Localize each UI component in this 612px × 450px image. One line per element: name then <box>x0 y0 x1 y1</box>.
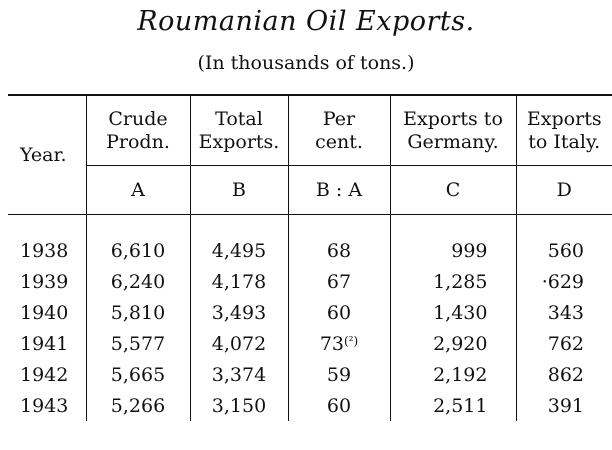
per-cent-cell <box>288 390 390 421</box>
total-exports-header <box>190 95 288 166</box>
table-row <box>8 328 612 359</box>
per-cent-value: 73 <box>319 332 344 355</box>
column-letter-d: D <box>516 166 612 215</box>
exports-italy-header-line2: to Italy. <box>528 130 601 153</box>
crude-prodn-cell: 6,240 <box>86 266 190 297</box>
table-row <box>8 297 612 328</box>
exports-germany-header <box>390 95 516 166</box>
exports-germany-cell: 1,285 <box>390 266 516 297</box>
year-cell: 1939 <box>20 270 69 293</box>
page-title: Roumanian Oil Exports. <box>137 6 475 37</box>
total-exports-cell: 4,495 <box>190 235 288 266</box>
exports-germany-header-line2: Germany. <box>407 130 499 153</box>
year-header: Year. <box>8 95 86 215</box>
crude-prodn-header <box>86 95 190 166</box>
column-letter-c: C <box>390 166 516 215</box>
exports-italy-cell: 391 <box>516 390 612 421</box>
year-cell: 1938 <box>20 239 69 262</box>
crude-prodn-header-line1: Crude <box>108 107 168 130</box>
per-cent-cell <box>288 297 390 328</box>
exports-italy-cell: 560 <box>516 235 612 266</box>
per-cent-cell <box>288 235 390 266</box>
exports-italy-cell: 762 <box>516 328 612 359</box>
total-exports-cell: 3,150 <box>190 390 288 421</box>
total-exports-cell: 4,178 <box>190 266 288 297</box>
page-subtitle: (In thousands of tons.) <box>197 52 415 74</box>
per-cent-cell <box>288 359 390 390</box>
table-row <box>8 266 612 297</box>
table-row <box>8 235 612 266</box>
spacer-row <box>8 215 612 236</box>
column-letter-row <box>8 166 612 215</box>
year-cell: 1942 <box>20 363 69 386</box>
crude-prodn-cell: 5,665 <box>86 359 190 390</box>
spacer-cell <box>390 215 516 236</box>
per-cent-cell <box>288 266 390 297</box>
exports-italy-header-line1: Exports <box>526 107 602 130</box>
total-exports-header-line2: Exports. <box>198 130 280 153</box>
per-cent-value: 60 <box>326 301 352 324</box>
crude-prodn-cell: 5,810 <box>86 297 190 328</box>
crude-prodn-cell: 6,610 <box>86 235 190 266</box>
per-cent-header-line2: cent. <box>315 130 363 153</box>
spacer-cell <box>288 215 390 236</box>
column-letter-ratio: B : A <box>288 166 390 215</box>
exports-germany-cell: 2,511 <box>390 390 516 421</box>
oil-exports-table <box>8 94 612 421</box>
table-row <box>8 359 612 390</box>
exports-germany-cell: 2,920 <box>390 328 516 359</box>
total-exports-cell: 4,072 <box>190 328 288 359</box>
per-cent-value: 67 <box>326 270 352 293</box>
crude-prodn-cell: 5,577 <box>86 328 190 359</box>
total-exports-header-line1: Total <box>215 107 263 130</box>
per-cent-value: 60 <box>326 394 352 417</box>
exports-germany-cell: 2,192 <box>390 359 516 390</box>
spacer-cell <box>190 215 288 236</box>
column-letter-a: A <box>86 166 190 215</box>
per-cent-value: 59 <box>326 363 352 386</box>
total-exports-cell: 3,374 <box>190 359 288 390</box>
footnote-marker: (²) <box>344 333 359 348</box>
exports-italy-cell: 862 <box>516 359 612 390</box>
per-cent-value: 68 <box>326 239 352 262</box>
column-letter-b: B <box>190 166 288 215</box>
spacer-cell <box>86 215 190 236</box>
crude-prodn-header-line2: Prodn. <box>106 130 170 153</box>
per-cent-header <box>288 95 390 166</box>
exports-italy-header <box>516 95 612 166</box>
header-row <box>8 95 612 166</box>
year-cell: 1940 <box>20 301 69 324</box>
exports-italy-cell: ·629 <box>516 266 612 297</box>
table-body <box>8 215 612 422</box>
total-exports-cell: 3,493 <box>190 297 288 328</box>
per-cent-cell <box>288 328 390 359</box>
year-cell: 1943 <box>20 394 69 417</box>
exports-germany-cell: 999 <box>390 235 516 266</box>
crude-prodn-cell: 5,266 <box>86 390 190 421</box>
exports-italy-cell: 343 <box>516 297 612 328</box>
spacer-cell <box>8 215 86 236</box>
exports-germany-header-line1: Exports to <box>403 107 503 130</box>
table-row <box>8 390 612 421</box>
per-cent-header-line1: Per <box>322 107 356 130</box>
year-cell: 1941 <box>20 332 69 355</box>
exports-germany-cell: 1,430 <box>390 297 516 328</box>
spacer-cell <box>516 215 612 236</box>
